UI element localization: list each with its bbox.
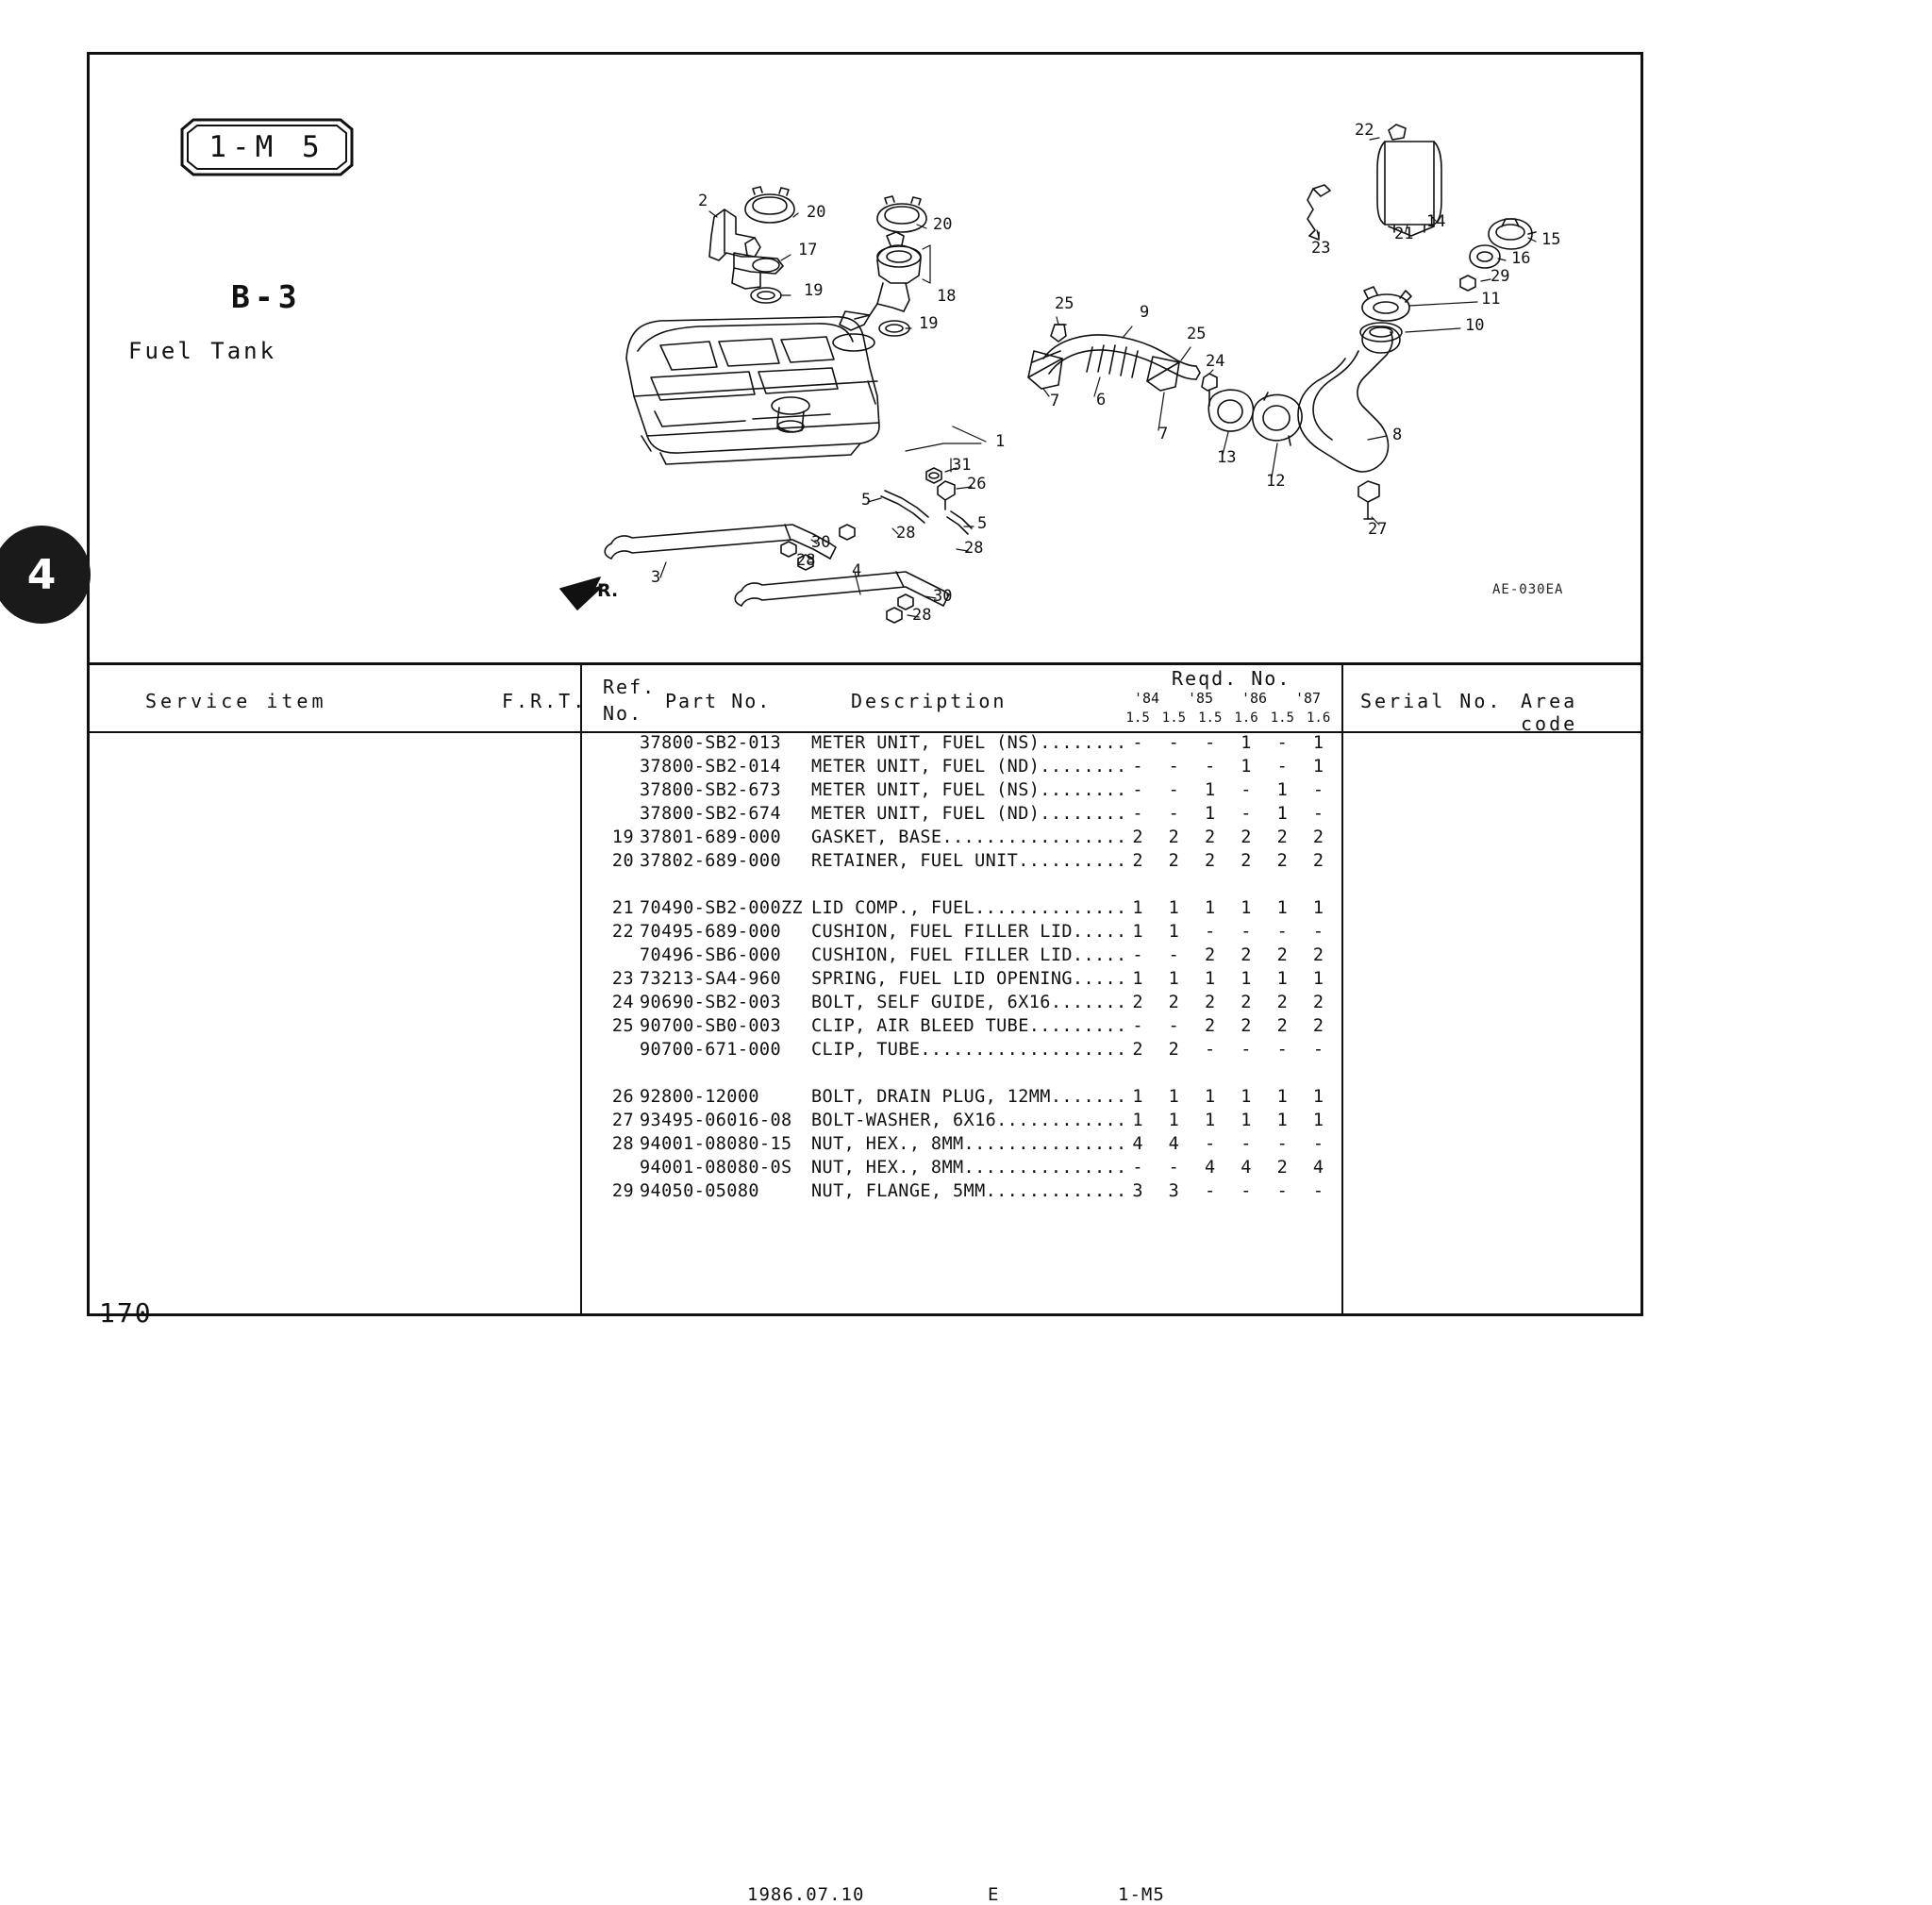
cell-qty: 4 <box>1168 1134 1180 1154</box>
cell-qty: 2 <box>1312 851 1324 871</box>
table-row <box>87 1111 1643 1134</box>
cell-ref-no: 28 <box>611 1134 634 1154</box>
cell-part-no: 70495-689-000 <box>640 922 781 942</box>
header-year: '87 <box>1294 690 1322 707</box>
table-row <box>87 922 1643 945</box>
svg-text:1: 1 <box>995 432 1006 451</box>
cell-ref-no: 20 <box>611 851 634 871</box>
cell-qty: 2 <box>1132 993 1143 1012</box>
cell-qty: - <box>1312 922 1324 942</box>
cell-description: METER UNIT, FUEL (ND)........ <box>811 804 1127 824</box>
svg-text:19: 19 <box>804 281 824 300</box>
cell-ref-no: 24 <box>611 993 634 1012</box>
cell-qty: 1 <box>1276 780 1289 800</box>
cell-description: METER UNIT, FUEL (ND)........ <box>811 757 1127 777</box>
cell-qty: 2 <box>1276 851 1289 871</box>
header-ref-no-line1: Ref. <box>603 676 657 698</box>
cell-qty: - <box>1312 1134 1324 1154</box>
cell-qty: - <box>1132 945 1143 965</box>
header-subyear: 1.5 <box>1270 710 1294 726</box>
table-row <box>87 804 1643 827</box>
svg-text:10: 10 <box>1465 316 1485 335</box>
cell-qty: 1 <box>1241 757 1252 777</box>
table-row <box>87 851 1643 875</box>
svg-text:3: 3 <box>651 568 661 587</box>
cell-qty: 2 <box>1312 827 1324 847</box>
cell-qty: 1 <box>1132 1111 1143 1130</box>
cell-qty: 2 <box>1312 1016 1324 1036</box>
cell-qty: 1 <box>1204 780 1216 800</box>
cell-qty-group <box>1120 1158 1337 1178</box>
cell-ref-no: 29 <box>611 1181 634 1201</box>
cell-qty: - <box>1132 780 1143 800</box>
svg-text:25: 25 <box>1187 325 1207 343</box>
cell-part-no: 90690-SB2-003 <box>640 993 781 1012</box>
svg-text:21: 21 <box>1394 225 1414 243</box>
cell-part-no: 90700-671-000 <box>640 1040 781 1060</box>
cell-qty: 1 <box>1132 969 1143 989</box>
cell-qty: - <box>1312 1181 1324 1201</box>
cell-qty: 1 <box>1168 969 1180 989</box>
cell-qty: 2 <box>1168 851 1180 871</box>
cell-qty: - <box>1204 1181 1216 1201</box>
cell-qty: 2 <box>1168 993 1180 1012</box>
cell-qty: 3 <box>1168 1181 1180 1201</box>
cell-qty: 1 <box>1241 733 1252 753</box>
cell-qty: - <box>1276 1134 1289 1154</box>
svg-text:28: 28 <box>964 539 984 558</box>
page-number: 170 <box>99 1297 153 1328</box>
cell-qty: 2 <box>1168 1040 1180 1060</box>
cell-qty: - <box>1168 757 1180 777</box>
cell-description: CLIP, AIR BLEED TUBE......... <box>811 1016 1127 1036</box>
cell-part-no: 94001-08080-15 <box>640 1134 792 1154</box>
cell-qty: - <box>1168 780 1180 800</box>
header-year: '86 <box>1241 690 1268 707</box>
svg-text:2: 2 <box>698 192 708 210</box>
cell-qty: 1 <box>1312 1111 1324 1130</box>
header-subyear: 1.5 <box>1125 710 1150 726</box>
svg-text:13: 13 <box>1217 448 1237 467</box>
cell-part-no: 37800-SB2-014 <box>640 757 781 777</box>
table-row <box>87 733 1643 757</box>
table-row <box>87 1158 1643 1181</box>
cell-qty-group <box>1120 1111 1337 1130</box>
cell-description: METER UNIT, FUEL (NS)........ <box>811 733 1127 753</box>
table-row <box>87 780 1643 804</box>
cell-qty-group <box>1120 827 1337 847</box>
svg-text:27: 27 <box>1368 520 1388 539</box>
footer-edition: E <box>988 1884 1000 1905</box>
cell-qty: 1 <box>1312 757 1324 777</box>
cell-qty: 2 <box>1241 827 1252 847</box>
cell-qty: 2 <box>1276 945 1289 965</box>
cell-part-no: 92800-12000 <box>640 1087 759 1107</box>
cell-part-no: 70490-SB2-000ZZ <box>640 898 804 918</box>
cell-qty: - <box>1132 1158 1143 1178</box>
table-row <box>87 1040 1643 1063</box>
cell-qty: 1 <box>1276 1111 1289 1130</box>
cell-qty: 2 <box>1276 827 1289 847</box>
svg-text:16: 16 <box>1511 249 1531 268</box>
cell-description: BOLT, SELF GUIDE, 6X16....... <box>811 993 1127 1012</box>
cell-qty: - <box>1312 804 1324 824</box>
svg-text:20: 20 <box>807 203 826 222</box>
header-part-no: Part No. <box>665 690 772 712</box>
svg-text:23: 23 <box>1311 239 1331 258</box>
cell-qty: 3 <box>1132 1181 1143 1201</box>
cell-part-no: 93495-06016-08 <box>640 1111 792 1130</box>
svg-text:5: 5 <box>977 514 988 533</box>
cell-qty: - <box>1312 780 1324 800</box>
cell-part-no: 70496-SB6-000 <box>640 945 781 965</box>
header-area-code: Area code <box>1521 690 1578 735</box>
cell-ref-no: 23 <box>611 969 634 989</box>
cell-qty: - <box>1204 1134 1216 1154</box>
cell-qty: - <box>1168 945 1180 965</box>
cell-qty: - <box>1241 922 1252 942</box>
cell-qty-group <box>1120 733 1337 753</box>
cell-qty: - <box>1276 1040 1289 1060</box>
cell-qty: - <box>1241 804 1252 824</box>
table-row <box>87 1016 1643 1040</box>
footer-date: 1986.07.10 <box>747 1884 865 1905</box>
cell-qty-group <box>1120 1016 1337 1036</box>
cell-qty-group <box>1120 969 1337 989</box>
cell-part-no: 37800-SB2-673 <box>640 780 781 800</box>
cell-qty: - <box>1276 757 1289 777</box>
cell-qty: 1 <box>1132 1087 1143 1107</box>
cell-qty: - <box>1204 757 1216 777</box>
cell-qty: 1 <box>1241 1111 1252 1130</box>
cell-description: NUT, FLANGE, 5MM............. <box>811 1181 1127 1201</box>
cell-qty: 1 <box>1168 898 1180 918</box>
header-subyear: 1.6 <box>1306 710 1331 726</box>
svg-text:29: 29 <box>1491 267 1510 286</box>
cell-qty-group <box>1120 804 1337 824</box>
cell-qty: 1 <box>1204 1087 1216 1107</box>
table-header-row <box>87 665 1643 733</box>
cell-qty: 4 <box>1312 1158 1324 1178</box>
cell-qty: 1 <box>1168 1111 1180 1130</box>
cell-description: METER UNIT, FUEL (NS)........ <box>811 780 1127 800</box>
cell-part-no: 90700-SB0-003 <box>640 1016 781 1036</box>
cell-description: NUT, HEX., 8MM............... <box>811 1158 1127 1178</box>
svg-text:28: 28 <box>796 551 816 570</box>
cell-qty: 1 <box>1276 804 1289 824</box>
cell-qty: - <box>1312 1040 1324 1060</box>
cell-qty-group <box>1120 898 1337 918</box>
header-years <box>1120 690 1337 707</box>
svg-text:15: 15 <box>1541 230 1561 249</box>
cell-qty: 1 <box>1276 898 1289 918</box>
cell-qty: - <box>1204 733 1216 753</box>
header-serial-no: Serial No. <box>1360 690 1503 712</box>
svg-text:30: 30 <box>811 533 831 552</box>
cell-part-no: 94050-05080 <box>640 1181 759 1201</box>
cell-qty: - <box>1241 1134 1252 1154</box>
svg-text:26: 26 <box>967 475 987 493</box>
cell-description: LID COMP., FUEL.............. <box>811 898 1127 918</box>
svg-text:4: 4 <box>852 561 862 580</box>
cell-qty: - <box>1276 922 1289 942</box>
cell-description: CUSHION, FUEL FILLER LID..... <box>811 945 1127 965</box>
cell-qty: 1 <box>1132 898 1143 918</box>
svg-text:25: 25 <box>1055 294 1074 313</box>
footer-code: 1-M5 <box>1118 1884 1165 1905</box>
cell-qty-group <box>1120 945 1337 965</box>
cell-qty: 4 <box>1204 1158 1216 1178</box>
table-row <box>87 1134 1643 1158</box>
svg-text:7: 7 <box>1050 392 1060 410</box>
cell-qty-group <box>1120 851 1337 871</box>
callout-numbers <box>651 121 1560 625</box>
cell-ref-no: 26 <box>611 1087 634 1107</box>
svg-text:30: 30 <box>933 587 953 606</box>
cell-ref-no: 21 <box>611 898 634 918</box>
cell-qty-group <box>1120 993 1337 1012</box>
cell-qty: - <box>1132 1016 1143 1036</box>
cell-qty: 1 <box>1204 1111 1216 1130</box>
table-row <box>87 993 1643 1016</box>
cell-qty: 2 <box>1204 851 1216 871</box>
cell-qty: 2 <box>1241 945 1252 965</box>
cell-qty: 1 <box>1312 1087 1324 1107</box>
section-code: B-3 <box>231 278 302 315</box>
svg-text:22: 22 <box>1355 121 1374 140</box>
cell-qty: 2 <box>1132 851 1143 871</box>
header-subyear: 1.5 <box>1198 710 1223 726</box>
cell-qty: 2 <box>1276 1016 1289 1036</box>
cell-qty: - <box>1168 804 1180 824</box>
svg-text:12: 12 <box>1266 472 1286 491</box>
cell-qty: 2 <box>1276 993 1289 1012</box>
table-row <box>87 1181 1643 1205</box>
cell-qty: 2 <box>1312 993 1324 1012</box>
svg-text:28: 28 <box>896 524 916 543</box>
front-direction-label: FR. <box>585 580 619 601</box>
cell-part-no: 37800-SB2-674 <box>640 804 781 824</box>
cell-qty-group <box>1120 1040 1337 1060</box>
cell-qty: 1 <box>1204 969 1216 989</box>
cell-qty: 1 <box>1204 898 1216 918</box>
cell-qty: 2 <box>1204 993 1216 1012</box>
cell-qty: 2 <box>1241 851 1252 871</box>
table-row <box>87 898 1643 922</box>
cell-description: NUT, HEX., 8MM............... <box>811 1134 1127 1154</box>
cell-part-no: 37802-689-000 <box>640 851 781 871</box>
svg-text:18: 18 <box>937 287 957 306</box>
cell-description: BOLT, DRAIN PLUG, 12MM....... <box>811 1087 1127 1107</box>
cell-qty: 2 <box>1204 1016 1216 1036</box>
svg-text:14: 14 <box>1426 212 1446 231</box>
cell-qty: - <box>1204 922 1216 942</box>
cell-qty: - <box>1276 1181 1289 1201</box>
cell-qty: 1 <box>1241 969 1252 989</box>
table-row <box>87 827 1643 851</box>
cell-qty: 4 <box>1241 1158 1252 1178</box>
header-subyear: 1.5 <box>1161 710 1187 726</box>
svg-text:5: 5 <box>861 491 872 510</box>
cell-qty-group <box>1120 922 1337 942</box>
cell-part-no: 37800-SB2-013 <box>640 733 781 753</box>
cell-qty: - <box>1168 1158 1180 1178</box>
chapter-tab: 4 <box>0 526 91 624</box>
svg-text:17: 17 <box>798 241 818 259</box>
svg-text:7: 7 <box>1158 425 1169 443</box>
cell-description: CUSHION, FUEL FILLER LID..... <box>811 922 1127 942</box>
cell-qty: - <box>1168 733 1180 753</box>
cell-description: GASKET, BASE................. <box>811 827 1127 847</box>
cell-ref-no: 27 <box>611 1111 634 1130</box>
svg-text:20: 20 <box>933 215 953 234</box>
cell-qty: 1 <box>1168 1087 1180 1107</box>
header-subyear: 1.6 <box>1234 710 1258 726</box>
cell-qty-group <box>1120 757 1337 777</box>
cell-qty-group <box>1120 1087 1337 1107</box>
table-row <box>87 1087 1643 1111</box>
svg-text:6: 6 <box>1096 391 1107 409</box>
cell-qty: 1 <box>1241 898 1252 918</box>
header-service-item: Service item <box>145 690 327 712</box>
svg-text:8: 8 <box>1392 426 1403 444</box>
header-year: '84 <box>1133 690 1160 707</box>
cell-qty-group <box>1120 1134 1337 1154</box>
svg-text:19: 19 <box>919 314 939 333</box>
cell-qty: 1 <box>1276 969 1289 989</box>
cell-description: BOLT-WASHER, 6X16............ <box>811 1111 1127 1130</box>
cell-description: RETAINER, FUEL UNIT.......... <box>811 851 1127 871</box>
cell-description: SPRING, FUEL LID OPENING..... <box>811 969 1127 989</box>
svg-text:9: 9 <box>1140 303 1150 322</box>
cell-qty: - <box>1168 1016 1180 1036</box>
table-row-spacer <box>87 875 1643 898</box>
cell-qty: 1 <box>1312 969 1324 989</box>
cell-qty: 2 <box>1168 827 1180 847</box>
cell-qty: 2 <box>1204 827 1216 847</box>
table-body <box>87 733 1643 1205</box>
cell-qty: 1 <box>1312 733 1324 753</box>
parts-table <box>87 665 1643 1905</box>
cell-part-no: 94001-08080-0S <box>640 1158 792 1178</box>
cell-ref-no: 25 <box>611 1016 634 1036</box>
cell-qty: - <box>1241 780 1252 800</box>
cell-qty: 1 <box>1312 898 1324 918</box>
header-year: '85 <box>1187 690 1214 707</box>
cell-qty: 2 <box>1132 827 1143 847</box>
group-badge-label: 1-M 5 <box>208 130 325 164</box>
table-row <box>87 969 1643 993</box>
cell-qty: 1 <box>1168 922 1180 942</box>
cell-ref-no: 19 <box>611 827 634 847</box>
svg-text:24: 24 <box>1206 352 1225 371</box>
cell-part-no: 37801-689-000 <box>640 827 781 847</box>
cell-description: CLIP, TUBE................... <box>811 1040 1127 1060</box>
header-subyears <box>1120 710 1337 726</box>
cell-qty: - <box>1132 757 1143 777</box>
exploded-view-diagram <box>0 0 1932 660</box>
header-ref-no-line2: No. <box>603 702 643 725</box>
header-reqd-no: Reqd. No. <box>1172 667 1291 690</box>
cell-qty: 1 <box>1132 922 1143 942</box>
cell-qty: 2 <box>1132 1040 1143 1060</box>
cell-qty: 1 <box>1241 1087 1252 1107</box>
cell-qty: - <box>1241 1040 1252 1060</box>
cell-qty: - <box>1132 804 1143 824</box>
table-row <box>87 945 1643 969</box>
svg-text:31: 31 <box>952 456 972 475</box>
cell-qty: - <box>1204 1040 1216 1060</box>
cell-qty: 2 <box>1312 945 1324 965</box>
cell-qty: 2 <box>1204 945 1216 965</box>
table-row-spacer <box>87 1063 1643 1087</box>
cell-qty: 1 <box>1204 804 1216 824</box>
cell-qty: 4 <box>1132 1134 1143 1154</box>
cell-qty: 2 <box>1241 1016 1252 1036</box>
cell-qty: - <box>1241 1181 1252 1201</box>
cell-qty: - <box>1132 733 1143 753</box>
cell-qty: 2 <box>1241 993 1252 1012</box>
cell-part-no: 73213-SA4-960 <box>640 969 781 989</box>
table-row <box>87 757 1643 780</box>
cell-qty: 1 <box>1276 1087 1289 1107</box>
cell-ref-no: 22 <box>611 922 634 942</box>
svg-text:28: 28 <box>912 606 932 625</box>
svg-text:11: 11 <box>1481 290 1501 309</box>
header-frt: F.R.T. <box>502 690 588 712</box>
section-name: Fuel Tank <box>128 338 277 364</box>
drawing-code: AE-030EA <box>1492 582 1564 597</box>
cell-qty: - <box>1276 733 1289 753</box>
cell-qty-group <box>1120 1181 1337 1201</box>
cell-qty: 2 <box>1276 1158 1289 1178</box>
header-description: Description <box>851 690 1008 712</box>
cell-qty-group <box>1120 780 1337 800</box>
